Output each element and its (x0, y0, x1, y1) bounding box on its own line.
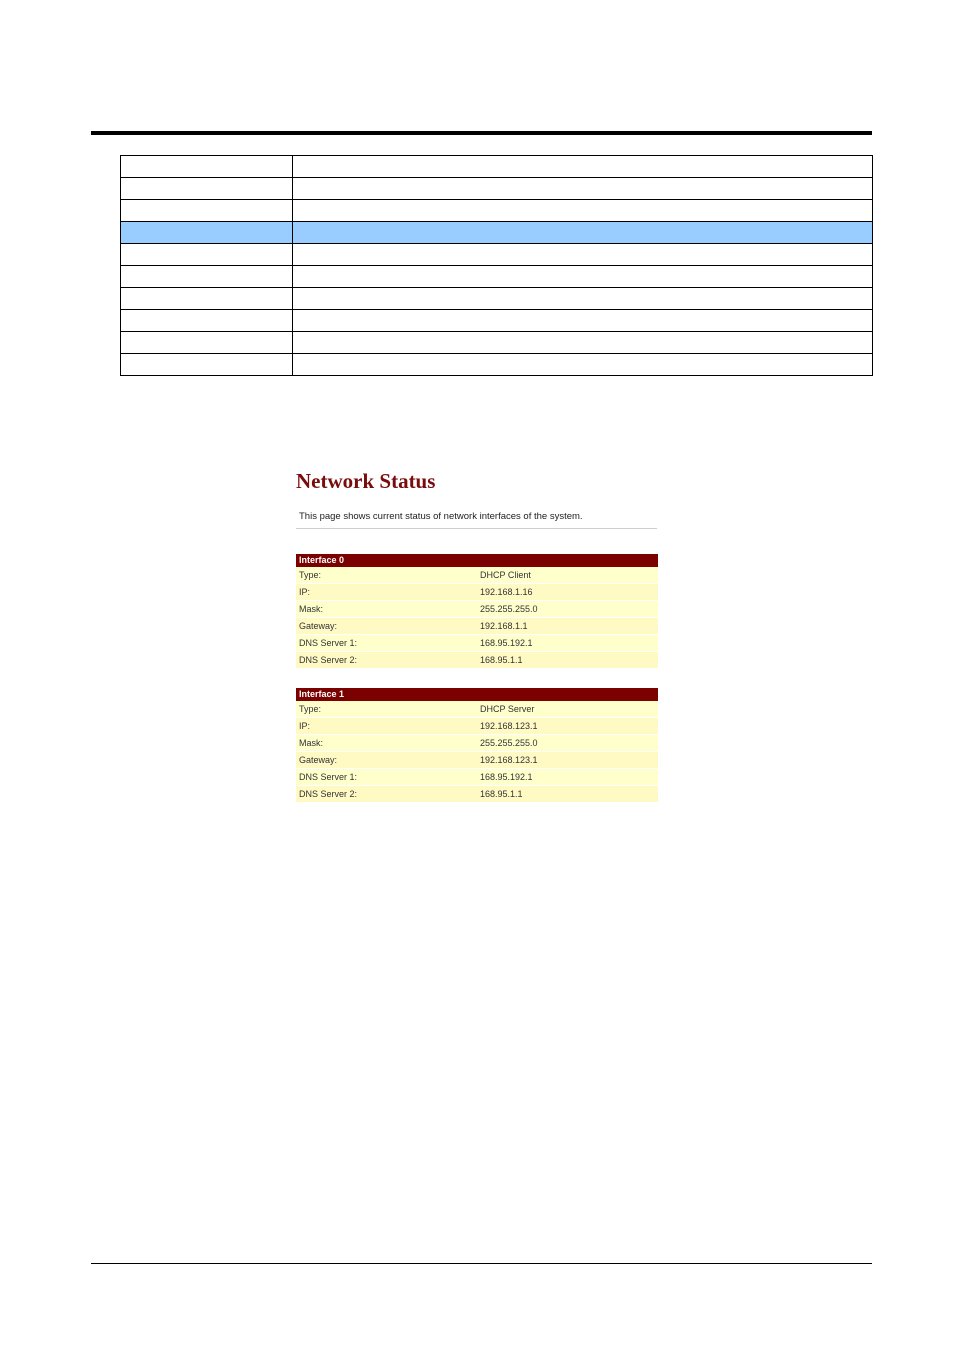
table-cell (121, 200, 293, 222)
table-cell (121, 244, 293, 266)
table-row (121, 200, 873, 222)
row-label: DNS Server 2: (296, 652, 477, 669)
network-status-screenshot (296, 466, 658, 803)
table-row (296, 652, 658, 669)
table-cell (293, 156, 873, 178)
table-row (296, 567, 658, 584)
row-value: 168.95.192.1 (477, 635, 658, 652)
table-cell (293, 244, 873, 266)
row-value: 168.95.192.1 (477, 769, 658, 786)
row-label: Mask: (296, 601, 477, 618)
table-row (121, 178, 873, 200)
table-row (121, 244, 873, 266)
table-row (121, 354, 873, 376)
bottom-rule (91, 1263, 872, 1264)
interface-header-row (296, 554, 658, 567)
row-value: DHCP Client (477, 567, 658, 584)
table-cell (121, 288, 293, 310)
row-value: DHCP Server (477, 701, 658, 718)
row-label: Mask: (296, 735, 477, 752)
page-title: Network Status (296, 469, 436, 493)
table-row (121, 156, 873, 178)
table-row (296, 701, 658, 718)
row-label: IP: (296, 718, 477, 735)
interface-1-table (296, 688, 658, 803)
table-cell (293, 332, 873, 354)
table-row (296, 769, 658, 786)
table-row (121, 310, 873, 332)
table-row (296, 718, 658, 735)
menu-table (120, 155, 873, 376)
table-cell (293, 178, 873, 200)
row-value: 192.168.1.1 (477, 618, 658, 635)
table-cell (293, 310, 873, 332)
row-value: 255.255.255.0 (477, 601, 658, 618)
table-row (121, 266, 873, 288)
row-label: Gateway: (296, 752, 477, 769)
table-row (296, 786, 658, 803)
table-row (121, 332, 873, 354)
table-cell (293, 266, 873, 288)
interface-0-table (296, 554, 658, 669)
table-cell (121, 354, 293, 376)
table-cell (121, 266, 293, 288)
table-cell (121, 310, 293, 332)
table-row (296, 635, 658, 652)
top-rule (91, 131, 872, 135)
table-row (296, 601, 658, 618)
row-value: 255.255.255.0 (477, 735, 658, 752)
table-row (296, 735, 658, 752)
row-label: DNS Server 1: (296, 635, 477, 652)
table-cell (293, 222, 873, 244)
table-cell (293, 200, 873, 222)
row-value: 168.95.1.1 (477, 652, 658, 669)
row-label: Type: (296, 701, 477, 718)
row-value: 192.168.123.1 (477, 718, 658, 735)
row-label: Type: (296, 567, 477, 584)
table-cell (121, 332, 293, 354)
table-row-highlighted (121, 222, 873, 244)
table-cell (293, 354, 873, 376)
row-label: DNS Server 1: (296, 769, 477, 786)
table-row (296, 618, 658, 635)
row-label: IP: (296, 584, 477, 601)
row-value: 192.168.1.16 (477, 584, 658, 601)
table-row (121, 288, 873, 310)
divider (296, 528, 657, 529)
table-cell (121, 222, 293, 244)
table-row (296, 752, 658, 769)
row-value: 192.168.123.1 (477, 752, 658, 769)
interface-header: Interface 1 (296, 688, 658, 701)
table-cell (121, 156, 293, 178)
table-cell (293, 288, 873, 310)
table-row (296, 584, 658, 601)
interface-header-row (296, 688, 658, 701)
row-label: DNS Server 2: (296, 786, 477, 803)
interface-header: Interface 0 (296, 554, 658, 567)
row-value: 168.95.1.1 (477, 786, 658, 803)
row-label: Gateway: (296, 618, 477, 635)
table-cell (121, 178, 293, 200)
page-description: This page shows current status of network interfaces of the system. (299, 511, 583, 522)
